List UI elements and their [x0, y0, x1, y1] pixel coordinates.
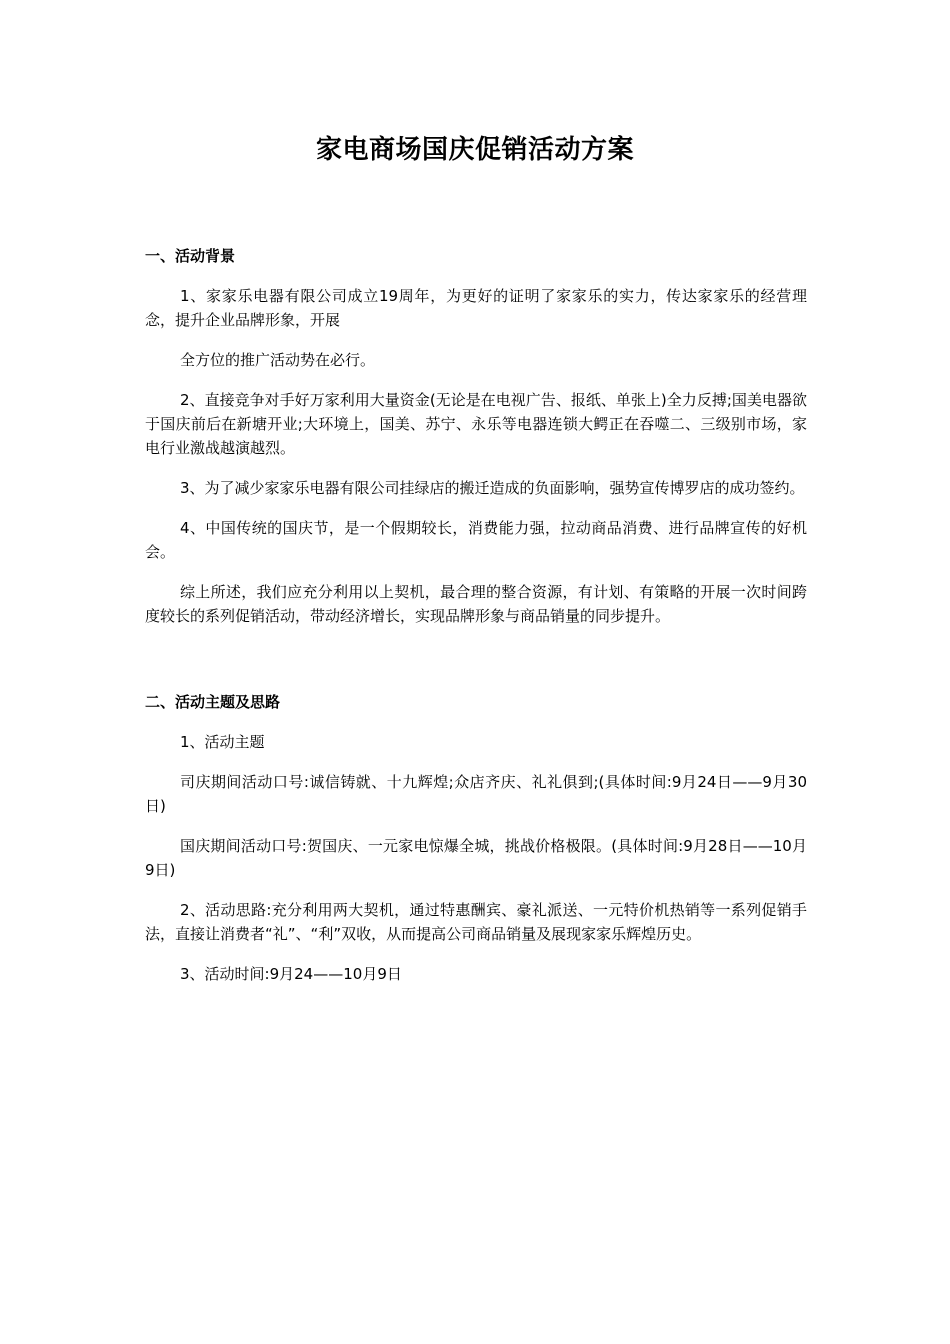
- spacer: [145, 460, 807, 476]
- spacer: [145, 882, 807, 898]
- section1-paragraph-1: 1、家家乐电器有限公司成立19周年，为更好的证明了家家乐的实力，传达家家乐的经营理念，提升企业品牌形象，开展: [145, 287, 807, 329]
- spacer: [145, 818, 807, 834]
- document-title: 家电商场国庆促销活动方案: [315, 135, 634, 165]
- section2-heading: 二、活动主题及思路: [145, 693, 281, 711]
- section2-paragraph-1: 1、活动主题: [180, 733, 265, 751]
- section1-paragraph-5: 4、中国传统的国庆节，是一个假期较长，消费能力强，拉动商品消费、进行品牌宣传的好机会。: [145, 519, 807, 561]
- spacer: [145, 754, 807, 770]
- spacer: [145, 714, 807, 730]
- section1-heading: 一、活动背景: [145, 247, 236, 265]
- section2-paragraph-4: 2、活动思路:充分利用两大契机，通过特惠酬宾、豪礼派送、一元特价机热销等一系列促销手法，直接让消费者“礼”、“利”双收，从而提高公司商品销量及展现家家乐辉煌历史。: [145, 901, 807, 943]
- section1-paragraph-6: 综上所述，我们应充分利用以上契机，最合理的整合资源，有计划、有策略的开展一次时间跨度较长的系列促销活动，带动经济增长，实现品牌形象与商品销量的同步提升。: [145, 583, 807, 625]
- section1-paragraph-3: 2、直接竞争对手好万家利用大量资金(无论是在电视广告、报纸、单张上)全力反搏;国美电器欲于国庆前后在新塘开业;大环境上，国美、苏宁、永乐等电器连锁大鳄正在吞噬二、三级别市场，家电行业激战越演越烈。: [145, 391, 807, 457]
- document-body: [145, 244, 807, 986]
- spacer: [145, 946, 807, 962]
- section2-paragraph-5: 3、活动时间:9月24——10月9日: [180, 965, 402, 983]
- section-spacer: [145, 628, 807, 690]
- section2-paragraph-2: 司庆期间活动口号:诚信铸就、十九辉煌;众店齐庆、礼礼俱到;(具体时间:9月24日——9月30日): [145, 773, 807, 815]
- section2-paragraph-3: 国庆期间活动口号:贺国庆、一元家电惊爆全城，挑战价格极限。(具体时间:9月28日——10月9日): [145, 837, 807, 879]
- section1-paragraph-4: 3、为了减少家家乐电器有限公司挂绿店的搬迁造成的负面影响，强势宣传博罗店的成功签约。: [180, 479, 805, 497]
- spacer: [145, 372, 807, 388]
- spacer: [145, 268, 807, 284]
- spacer: [145, 332, 807, 348]
- spacer: [145, 500, 807, 516]
- section1-paragraph-2: 全方位的推广活动势在必行。: [180, 351, 376, 369]
- spacer: [145, 564, 807, 580]
